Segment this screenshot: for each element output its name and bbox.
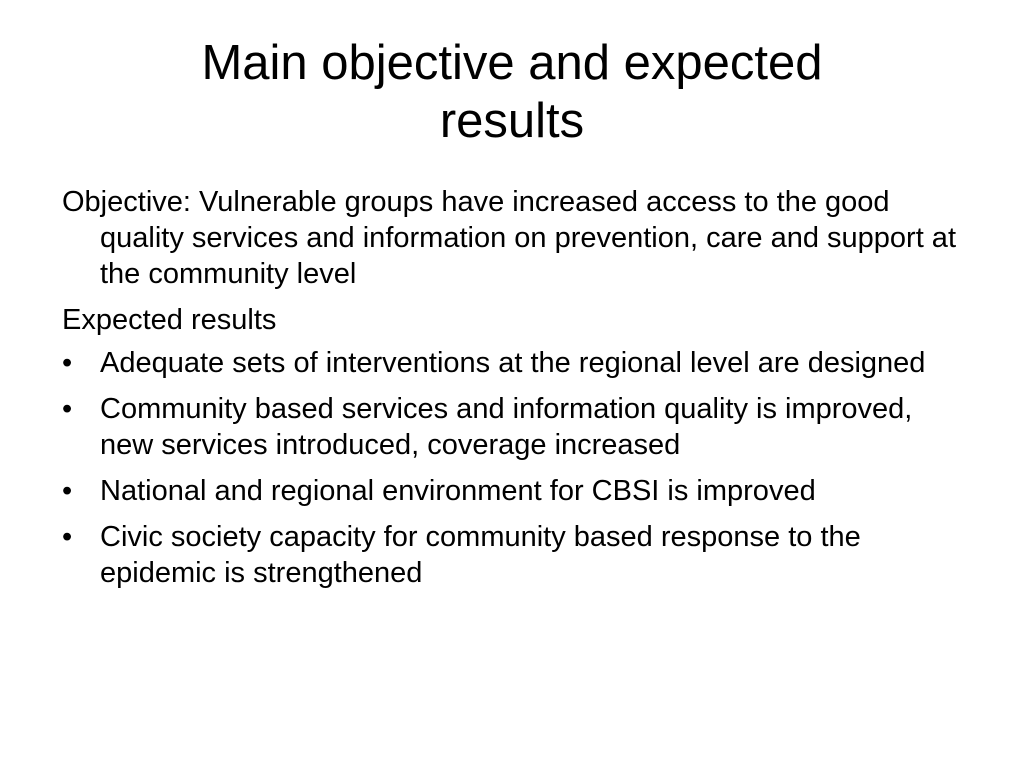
bullet-text: National and regional environment for CBSI is improved <box>100 475 816 507</box>
bullet-text: Civic society capacity for community based response to the epidemic is strengthened <box>100 521 861 589</box>
bullet-text: Adequate sets of interventions at the regional level are designed <box>100 347 926 379</box>
list-item <box>62 473 962 509</box>
expected-results-list <box>62 345 962 591</box>
bullet-icon: • <box>62 521 73 553</box>
bullet-icon: • <box>62 475 73 507</box>
slide-body <box>62 184 962 601</box>
list-item <box>62 345 962 381</box>
slide-title <box>100 34 924 150</box>
bullet-icon: • <box>62 347 73 379</box>
slide-title-line-2: results <box>439 94 585 148</box>
list-item <box>62 391 962 463</box>
bullet-icon: • <box>62 393 73 425</box>
bullet-text: Community based services and information quality is improved, new services introduced, coverage increased <box>100 393 913 461</box>
slide-title-line-1: Main objective and expected <box>201 36 823 90</box>
expected-results-heading: Expected results <box>62 304 277 336</box>
list-item <box>62 519 962 591</box>
objective-text: Objective: Vulnerable groups have increased access to the good quality services and information on prevention, care and support at the community level <box>62 186 956 290</box>
